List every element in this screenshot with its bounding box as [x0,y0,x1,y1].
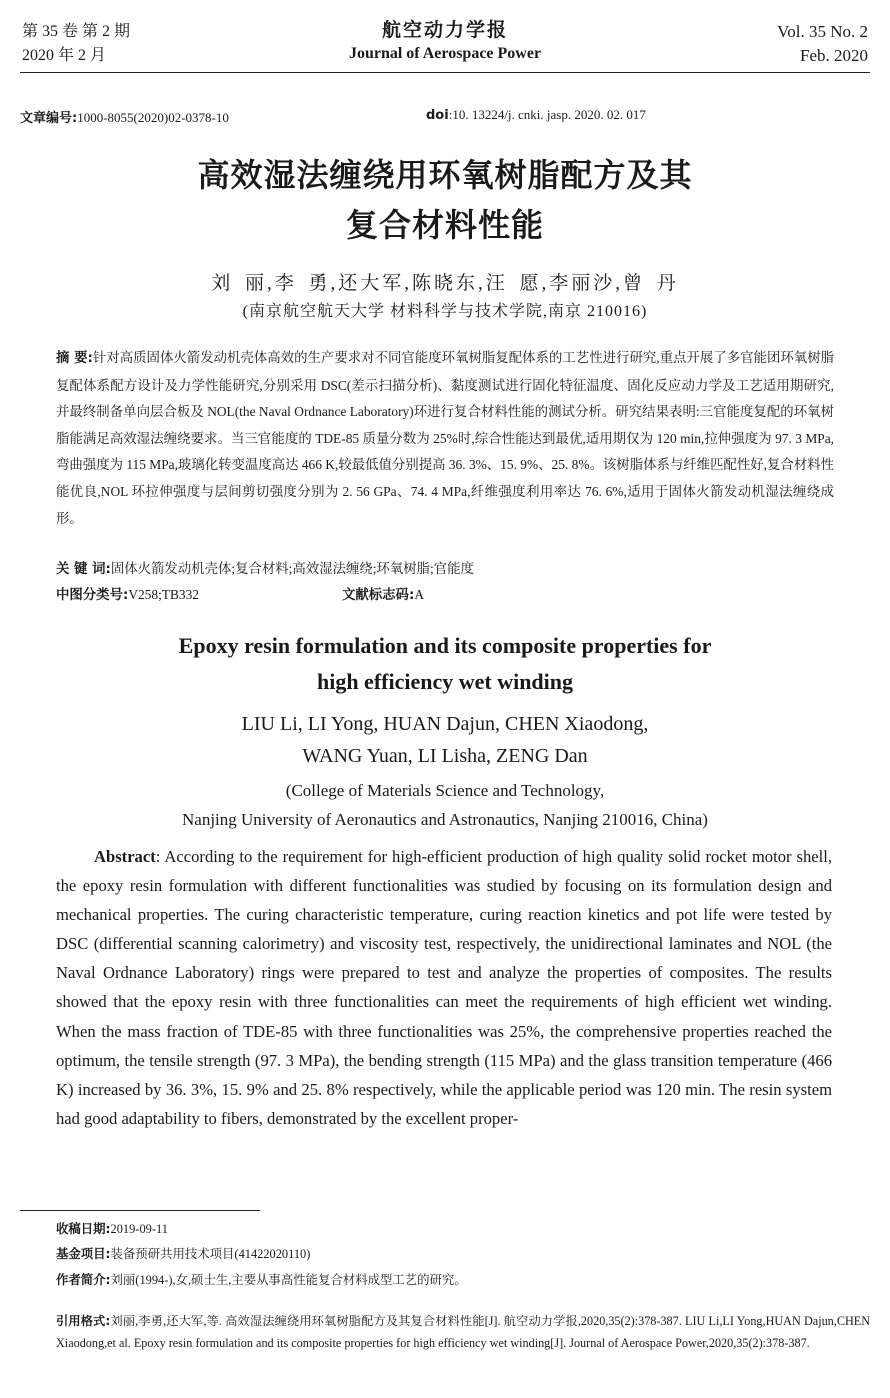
received-date [56,1219,168,1239]
header-divider [20,72,870,73]
received-value: 2019-09-11 [110,1222,168,1236]
authors-en [0,708,890,772]
journal-name-cn: 航空动力学报 [381,19,508,41]
journal-title [0,18,890,66]
author-bio-value: 刘丽(1994-),女,硕士生,主要从事高性能复合材料成型工艺的研究。 [110,1273,467,1287]
article-number-label: 文章编号: [20,111,78,126]
title-cn-line1: 高效湿法缠绕用环氧树脂配方及其 [197,156,693,194]
doi-value: :10. 13224/j. cnki. jasp. 2020. 02. 017 [448,107,646,122]
affiliation-en [0,776,890,834]
citation-label: 引用格式: [56,1314,111,1328]
volume-number: Vol. 35 No. 2 [777,22,868,41]
issue-date-cn: 2020 年 2 月 [22,47,107,64]
volume-issue: 第 35 卷 第 2 期 [22,23,131,40]
title-cn-line2: 复合材料性能 [345,206,544,244]
keywords-cn-text: 固体火箭发动机壳体;复合材料;高效湿法缠绕;环氧树脂;官能度 [110,561,474,576]
doi-label: doi [426,108,449,123]
authors-en-line1: LIU Li, LI Yong, HUAN Dajun, CHEN Xiaodong, [241,713,649,735]
doc-code-label: 文献标志码: [342,588,415,603]
journal-name-en: Journal of Aerospace Power [348,45,542,62]
author-bio-label: 作者简介: [56,1272,111,1287]
page-title [0,150,890,250]
keywords-cn [56,558,474,577]
abstract-cn-text: 针对高质固体火箭发动机壳体高效的生产要求对不同官能度环氧树脂复配体系的工艺性进行研究,重点开展了多官能团环氧树脂复配体系配方设计及力学性能研究,分别采用 DSC(差示扫描分析)、黏度测试进行固化特征温度、固化反应动力学及工艺适用期研究,并最终制备单向层合板及 NOL(the Naval Ordnance Laboratory)环进行复合材料性能的测试分析。研究结果表明:三官能度复配的环氧树脂能满足高效湿法缠绕要求。当三官能度的 TDE-85 质量分数为 25%时,综合性能达到最优,适用期仅为 120 min,拉伸强度为 97. 3 MPa,弯曲强度为 115 MPa,玻璃化转变温度高达 466 K,较最低值分别提高 36. 3%、15. 9%、25. 8%。该树脂体系与纤维匹配性好,复合材料性能优良,NOL 环拉伸强度与层间剪切强度分别为 2. 56 GPa、74. 4 MPa,纤维强度利用率达 76. 6%,适用于固体火箭发动机湿法缠绕成形。 [56,350,834,526]
abstract-en [56,842,832,1133]
keywords-cn-label: 关 键 词: [56,562,111,577]
document-code [342,584,424,603]
fund-project [56,1244,310,1264]
issue-info-en [777,20,868,68]
citation-text: 刘丽,李勇,还大军,等. 高效湿法缠绕用环氧树脂配方及其复合材料性能[J]. 航空动力学报,2020,35(2):378-387. LIU Li,LI Yong,HUAN Dajun,CHEN Xiaodong,et al. Epoxy resin formulation and its composite properties for high efficiency wet winding[J]. Journal of Aerospace Power,2020,35(2):378-387. [56,1314,871,1350]
abstract-cn-label: 摘 要: [56,351,93,366]
clc-value: V258;TB332 [128,587,199,602]
footnote-divider [20,1210,260,1211]
author-bio [56,1270,467,1290]
affiliation-cn: (南京航空航天大学 材料科学与技术学院,南京 210016) [242,303,648,320]
doc-code-value: A [414,587,424,602]
fund-value: 装备预研共用技术项目(41422020110) [110,1247,311,1261]
abstract-cn [56,345,834,532]
citation [56,1310,870,1354]
title-en [0,628,890,700]
affiliation-en-line2: Nanjing University of Aeronautics and Astronautics, Nanjing 210016, China) [182,810,708,829]
affiliation-en-line1: (College of Materials Science and Technology, [285,781,605,800]
title-en-line1: Epoxy resin formulation and its composite properties for [178,633,712,658]
doi [426,107,646,123]
clc-label: 中图分类号: [56,588,129,603]
received-label: 收稿日期: [56,1221,111,1236]
title-en-line2: high efficiency wet winding [316,669,574,694]
authors-en-line2: WANG Yuan, LI Lisha, ZENG Dan [302,745,588,767]
article-number-value: 1000-8055(2020)02-0378-10 [77,110,229,125]
abstract-en-label: Abstract [94,847,156,866]
authors-cn: 刘 丽,李 勇,还大军,陈晓东,汪 愿,李丽沙,曾 丹 [211,273,679,294]
article-number [20,107,229,126]
classification [56,584,656,603]
issue-date-en: Feb. 2020 [800,46,868,65]
abstract-en-text: : According to the requirement for high-efficient production of high quality solid rocket motor shell, the epoxy resin formulation with different functionalities was studied by focusing on its formulation design and mechanical properties. The curing characteristic temperature, curing reaction kinetics and pot life were tested by DSC (differential scanning calorimetry) and viscosity test, respectively, the unidirectional laminates and NOL (the Naval Ordnance Laboratory) rings were prepared to test and analyze the properties of composites. The results showed that the epoxy resin with three functionalities can meet the requirements of high efficient wet winding. When the mass fraction of TDE-85 with three functionalities was 25%, the comprehensive properties reached the optimum, the tensile strength (97. 3 MPa), the bending strength (115 MPa) and the glass transition temperature (466 K) increased by 36. 3%, 15. 9% and 25. 8% respectively, while the applicable period was 120 min. The resin system had good adaptability to fibers, demonstrated by the excellent proper- [56,847,832,1128]
fund-label: 基金项目: [56,1246,111,1261]
